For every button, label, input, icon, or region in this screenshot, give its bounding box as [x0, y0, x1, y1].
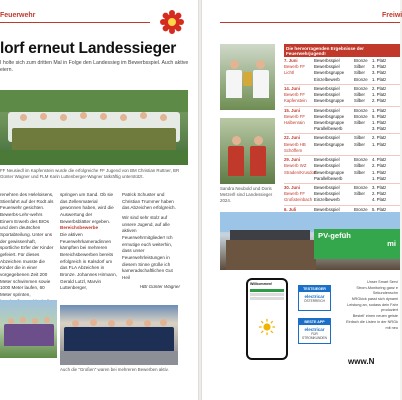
active-team-photo: [60, 305, 178, 365]
badge2-logo: electricar: [304, 327, 325, 332]
article-lead: I holte sich zum dritten Mal in Folge den Landessieg im Bewerbsspiel. Auch aktive eiern.: [0, 60, 189, 74]
result-medal-cell: [354, 197, 372, 203]
phone-screen: [248, 280, 286, 358]
result-event-cell: 30. Juni: [284, 184, 301, 190]
result-row: [284, 176, 400, 182]
result-discipline-cell: Bewerbsgruppe: [314, 113, 345, 119]
ad-copy-line: NRGkick passt sich dynami: [351, 297, 398, 302]
result-place-cell: 3. Platz: [372, 64, 387, 70]
result-row: [284, 148, 400, 154]
badge1-logo: electricar: [304, 294, 325, 299]
results-table: [284, 44, 400, 233]
result-block: [284, 134, 400, 156]
result-place-cell: 1. Platz: [372, 169, 387, 175]
result-block: [284, 156, 400, 184]
body-column-2: [60, 192, 118, 292]
active-team-caption: Auch die "Großen" waren bei mehreren Bewerben aktiv.: [60, 367, 169, 372]
pv-ad-banner: [314, 229, 400, 259]
result-place-cell: 1. Platz: [372, 175, 387, 181]
result-event-cell: [284, 77, 314, 83]
result-medal-cell: Silber: [354, 64, 365, 70]
result-place-cell: 3. Platz: [372, 126, 387, 132]
ad-url-link[interactable]: www.N: [348, 357, 375, 366]
result-place-cell: 1. Platz: [372, 107, 387, 113]
result-event-cell: Bewerb FF: [284, 64, 306, 70]
result-medal-cell: Bronze: [354, 76, 368, 82]
body-column-1: renehren des Heleloisens, Stienfahrt auf der Rodt als Feuerwehr gesichten. Bewerbs-Lehr-wehrs Einem Erwerb des BIOs und dem deutschen Sportabteilung. Unter uns der gewissenhaft, sportliche Erfer der Kinder gefeiert. Für dieses Abzeichen musste die Kinder die in einer vorgegebenen Zeit 200 Meter schwimmen sowie 1000 Meter laufen, 60 Meter sprinten,: [0, 192, 54, 297]
result-medal-cell: Silber: [354, 70, 365, 76]
team-photo: [0, 90, 188, 165]
ad-copy: [338, 280, 398, 331]
badge2-sub: FÜR STROMKUNDEN: [302, 332, 327, 340]
result-medal-cell: Bronze: [354, 206, 368, 212]
ad-copy-line: produziert: [381, 308, 398, 313]
result-medal-cell: Bronze: [354, 58, 368, 63]
result-place-cell: 1. Platz: [372, 92, 387, 98]
result-event-cell: 15. Juni: [284, 107, 301, 113]
result-event-cell: Bewerb FF: [284, 92, 306, 98]
result-event-cell: Straden/Krusdorf: [284, 169, 317, 175]
result-medal-cell: Bronze: [354, 184, 368, 190]
result-place-cell: 2. Platz: [372, 98, 387, 104]
trophy-photo: [220, 44, 275, 110]
result-discipline-cell: Bewerbsspiel: [314, 157, 340, 163]
section-label-right: Freiwi: [382, 12, 402, 19]
winners-caption: Sandra Neubold und Doris Metzerll sind Landessieger 2024.: [220, 186, 273, 203]
result-medal-cell: Silber: [354, 92, 365, 98]
result-medal-cell: Silber: [354, 169, 365, 175]
result-medal-cell: Silber: [354, 119, 365, 125]
result-discipline-cell: Bewerbsspiel: [314, 85, 340, 91]
result-discipline-cell: Bewerbsgruppe: [314, 98, 345, 104]
result-discipline-cell: Parallelbewerb: [314, 126, 343, 132]
section-rule-right: [220, 22, 400, 23]
result-row: [284, 197, 400, 203]
fire-brigade-logo-icon: [160, 10, 184, 34]
result-event-cell: 6. Juli: [284, 206, 297, 212]
beste-app-badge: [298, 318, 331, 344]
result-place-cell: 3. Platz: [372, 70, 387, 76]
result-discipline-cell: Einzelbewerb: [314, 197, 340, 203]
badge1-top: TESTSIEGER: [299, 286, 330, 292]
result-event-cell: Schöffern: [284, 147, 303, 153]
result-place-cell: 2. Platz: [372, 163, 387, 169]
ad-copy-line: Unser Smart Servi: [366, 280, 398, 284]
body-column-3: [122, 192, 180, 290]
result-event-cell: Kapfenstein: [284, 98, 307, 104]
sun-icon: [258, 318, 276, 336]
author-signature: HBI Günter Wagner: [139, 283, 180, 289]
result-event-cell: Bewerb FF: [284, 113, 306, 119]
result-event-cell: [284, 126, 314, 132]
winners-photo: [220, 118, 275, 184]
ad-copy-line: Sekundenschn: [372, 291, 398, 296]
phone-mockup: [246, 278, 288, 360]
result-block: [284, 85, 400, 107]
youth-group-photo: [0, 300, 57, 358]
results-title: Die hervorragenden Ergebnisse der Feuerwehrjugend!: [284, 44, 400, 57]
body-column-3-intro: Patrick Schuster und Christian Trummer haben das Abzeichen erfolgreich.: [122, 192, 176, 211]
result-discipline-cell: Bewerbsgruppe: [314, 119, 345, 125]
result-event-cell: 29. Juni: [284, 157, 301, 163]
result-discipline-cell: Bewerbsgruppe: [314, 169, 345, 175]
result-medal-cell: Bronze: [354, 85, 368, 91]
body-column-2-text: Die aktiven Feuerwehrkameradinnen kämpften bei mehreren Bereichsbewerben bereits erfolgreich in Kalsdorf um das FLA Abzeichen in Bronze. Johannes Hirmann, Gerald Lutzl, Marvin Luttenberger,: [60, 231, 117, 291]
result-place-cell: 4. Platz: [372, 197, 387, 203]
result-discipline-cell: Bewerbsspiel: [314, 191, 340, 197]
result-place-cell: 1. Platz: [372, 141, 387, 147]
result-place-cell: 5. Platz: [372, 113, 387, 119]
result-discipline-cell: Bewerbsspiel: [314, 163, 340, 169]
result-medal-cell: Bronze: [354, 107, 368, 113]
result-place-cell: 1. Platz: [372, 58, 387, 63]
badge1-sub: ÖSTERREICH: [304, 299, 325, 303]
result-row: [284, 77, 400, 83]
result-event-cell: Lichtl: [284, 70, 295, 76]
ad-copy-line: Strom-Monitoring ganz e: [356, 285, 398, 290]
result-discipline-cell: Bewerbsspiel: [314, 107, 340, 113]
result-event-cell: Bewerb WZ: [284, 163, 307, 169]
result-medal-cell: [354, 126, 372, 132]
pv-ad-banner-line2: mi: [387, 239, 396, 249]
phone-welcome-title: Willkommen!: [250, 282, 273, 286]
section-rule: [0, 22, 150, 23]
result-medal-cell: Silber: [354, 163, 365, 169]
left-page: [0, 0, 198, 400]
result-place-cell: 1. Platz: [372, 76, 387, 82]
result-block: [284, 107, 400, 135]
result-medal-cell: Silber: [354, 141, 365, 147]
result-discipline-cell: Bewerbsgruppe: [314, 141, 345, 147]
result-event-cell: Bewerb HB: [284, 141, 306, 147]
result-discipline-cell: Bewerbsspiel: [314, 135, 340, 141]
ad-copy-line: Bestell' einen neuen geiste: [352, 314, 398, 319]
result-event-cell: Halbenrain: [284, 119, 305, 125]
result-medal-cell: Silber: [354, 98, 365, 104]
result-place-cell: 5. Platz: [372, 206, 387, 212]
result-event-cell: Großsteinbach: [284, 197, 313, 203]
result-row: [284, 98, 400, 104]
result-row: [284, 126, 400, 132]
result-place-cell: 1. Platz: [372, 119, 387, 125]
result-place-cell: 2. Platz: [372, 135, 387, 141]
team-photo-caption: FF Neusiedl im Kapfenstein wurde die erfolgreiche FF Jugend von BM Christian Ruttner, BR Günter Wagner und FLM Karin Luttenberger-Wagner tatkräftig unterstützt.: [0, 168, 180, 179]
result-block: [284, 57, 400, 85]
result-event-cell: 22. Juni: [284, 135, 301, 141]
ad-copy-line: Einfach die Listen in der NRGk: [346, 319, 398, 324]
body-column-3-text: Wir sind sehr stolz auf unsere Jugend, auf alle aktiven Feuerwehrmitglieder! Ich ermutige euch weiterhin, dass unser Feuerwehrleistungen in diesem Sinne grüße ich kameradschaftlichen Gut Heil: [122, 214, 173, 280]
ad-copy-line: Leistung an, sodass dein Fahr: [347, 302, 398, 307]
result-medal-cell: Silber: [354, 191, 365, 197]
result-event-cell: Bewerb FF: [284, 191, 306, 197]
badge2-top: BESTE APP: [299, 319, 330, 325]
result-discipline-cell: Parallelbewerb: [314, 175, 343, 181]
result-discipline-cell: Einzelbewerb: [314, 76, 340, 82]
testsieger-badge: [298, 285, 331, 311]
result-event-cell: [284, 176, 314, 182]
result-discipline-cell: Bewerbsspiel: [314, 206, 340, 212]
body-column-2-intro: springen um Sand. Ob sie das Zellenmaterial gewonnen haben, wird die Auswertung der Bewerbsblätter ergeben.: [60, 192, 114, 224]
results-body: [284, 57, 400, 233]
result-medal-cell: Silber: [354, 135, 365, 141]
result-discipline-cell: Bewerbsgruppe: [314, 70, 345, 76]
section-label: Feuerwehr: [0, 12, 36, 19]
result-discipline-cell: Bewerbsspiel: [314, 92, 340, 98]
pv-ad-banner-line1: PV-gefüh: [318, 231, 351, 240]
result-medal-cell: [354, 176, 372, 182]
result-discipline-cell: Bewerbsspiel: [314, 58, 340, 63]
result-discipline-cell: Bewerbsspiel: [314, 184, 340, 190]
ad-copy-line: mit neu: [385, 325, 398, 330]
result-block: [284, 184, 400, 206]
result-discipline-cell: Bewerbsspiel: [314, 64, 340, 70]
result-event-cell: 14. Juni: [284, 85, 301, 91]
result-place-cell: 2. Platz: [372, 85, 387, 91]
result-medal-cell: Bronze: [354, 113, 368, 119]
article-headline: lorf erneut Landessieger: [0, 40, 177, 57]
body-subhead: Bereichsbewerbe: [60, 225, 99, 231]
result-place-cell: 2. Platz: [372, 191, 387, 197]
result-event-cell: 7. Juni: [284, 58, 298, 63]
result-place-cell: 4. Platz: [372, 157, 387, 163]
result-medal-cell: Bronze: [354, 157, 368, 163]
result-place-cell: 3. Platz: [372, 184, 387, 190]
